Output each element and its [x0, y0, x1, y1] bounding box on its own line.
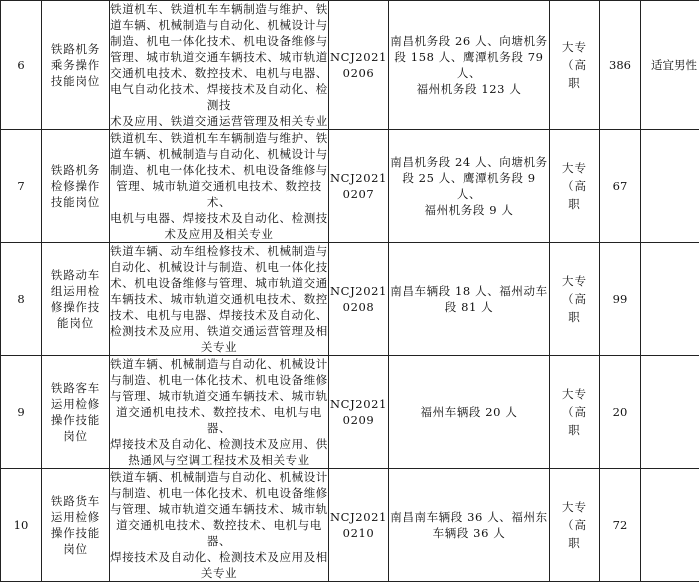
units-text: 南昌车辆段 18 人、福州动车 段 81 人	[389, 283, 549, 315]
education-level	[550, 356, 600, 469]
post-name	[42, 243, 110, 356]
post-code	[329, 469, 389, 582]
headcount: 386	[600, 1, 641, 130]
table-row	[1, 469, 699, 582]
post-code-text: NCJ2021 0210	[329, 509, 388, 541]
recruiting-units	[389, 1, 550, 130]
remarks	[641, 469, 699, 582]
post-name	[42, 469, 110, 582]
major-requirements	[110, 469, 329, 582]
post-code	[329, 356, 389, 469]
post-code-text: NCJ2021 0209	[329, 396, 388, 428]
remarks	[641, 130, 699, 243]
major-text: 铁道机车、铁道机车车辆制造与维护、铁 道车辆、机械制造与自动化、机械设计与 制造、机电一体化技术、机电设备维修与 管理、城市轨道交通机电技术、数控技术、 电机与电器、焊接技术及自动化、检测技 术及应用及相关专业	[110, 130, 328, 242]
education-text: 大专 （高 职	[550, 38, 599, 92]
post-name	[42, 130, 110, 243]
row-number: 10	[1, 469, 42, 582]
education-level	[550, 243, 600, 356]
row-number: 8	[1, 243, 42, 356]
post-name	[42, 1, 110, 130]
education-level	[550, 1, 600, 130]
major-requirements	[110, 130, 329, 243]
post-name-text: 铁路机务 检修操作 技能岗位	[42, 162, 109, 210]
major-text: 铁道车辆、动车组检修技术、机械制造与 自动化、机械设计与制造、机电一体化技 术、机电设备维修与管理、城市轨道交通 车辆技术、城市轨道交通机电技术、数控 技术、电机与电器、焊接技术及自动化、 检测技术及应用、铁道交通运营管理及相 关专业	[110, 243, 328, 355]
units-text: 南昌南车辆段 36 人、福州东 车辆段 36 人	[389, 509, 549, 541]
education-text: 大专 （高 职	[550, 159, 599, 213]
post-code	[329, 130, 389, 243]
headcount: 67	[600, 130, 641, 243]
major-text: 铁道车辆、机械制造与自动化、机械设计 与制造、机电一体化技术、机电设备维修 与管理、城市轨道交通车辆技术、城市轨 道交通机电技术、数控技术、电机与电器、 焊接技术及自动化、检测技术及应用及相 关专业	[110, 469, 328, 581]
headcount: 20	[600, 356, 641, 469]
post-code-text: NCJ2021 0207	[329, 170, 388, 202]
row-number: 6	[1, 1, 42, 130]
post-code-text: NCJ2021 0208	[329, 283, 388, 315]
education-text: 大专 （高 职	[550, 272, 599, 326]
table-row	[1, 243, 699, 356]
education-text: 大专 （高 职	[550, 498, 599, 552]
post-name-text: 铁路货车 运用检修 操作技能 岗位	[42, 493, 109, 557]
post-code	[329, 243, 389, 356]
row-number: 9	[1, 356, 42, 469]
units-text: 南昌机务段 26 人、向塘机务 段 158 人、鹰潭机务段 79 人、 福州机务段 123 人	[389, 33, 549, 97]
remarks	[641, 243, 699, 356]
recruiting-units	[389, 130, 550, 243]
units-text: 福州车辆段 20 人	[389, 404, 549, 420]
headcount: 72	[600, 469, 641, 582]
units-text: 南昌机务段 24 人、向塘机务 段 25 人、鹰潭机务段 9 人、 福州机务段 9 人	[389, 154, 549, 218]
education-level	[550, 130, 600, 243]
post-code-text: NCJ2021 0206	[329, 49, 388, 81]
major-requirements	[110, 243, 329, 356]
post-name-text: 铁路客车 运用检修 操作技能 岗位	[42, 380, 109, 444]
recruiting-units	[389, 243, 550, 356]
table-row	[1, 356, 699, 469]
post-name-text: 铁路机务 乘务操作 技能岗位	[42, 41, 109, 89]
post-code	[329, 1, 389, 130]
education-level	[550, 469, 600, 582]
remarks	[641, 356, 699, 469]
major-requirements	[110, 1, 329, 130]
row-number: 7	[1, 130, 42, 243]
headcount: 99	[600, 243, 641, 356]
recruiting-units	[389, 469, 550, 582]
post-name-text: 铁路动车 组运用检 修操作技 能岗位	[42, 267, 109, 331]
table-row	[1, 130, 699, 243]
remarks: 适宜男性	[641, 1, 699, 130]
major-text: 铁道车辆、机械制造与自动化、机械设计 与制造、机电一体化技术、机电设备维修 与管理、城市轨道交通车辆技术、城市轨 道交通机电技术、数控技术、电机与电器、 焊接技术及自动化、检测技术及应用、供 热通风与空调工程技术及相关专业	[110, 356, 328, 468]
recruiting-units	[389, 356, 550, 469]
major-requirements	[110, 356, 329, 469]
major-text: 铁道机车、铁道机车车辆制造与维护、铁 道车辆、机械制造与自动化、机械设计与 制造、机电一体化技术、机电设备维修与 管理、城市轨道交通车辆技术、城市轨道 交通机电技术、数控技术、电机与电器、 电气自动化技术、焊接技术及自动化、检测技 术及应用、铁道交通运营管理及相关专业	[110, 1, 328, 129]
post-name	[42, 356, 110, 469]
table-row	[1, 1, 699, 130]
education-text: 大专 （高 职	[550, 385, 599, 439]
